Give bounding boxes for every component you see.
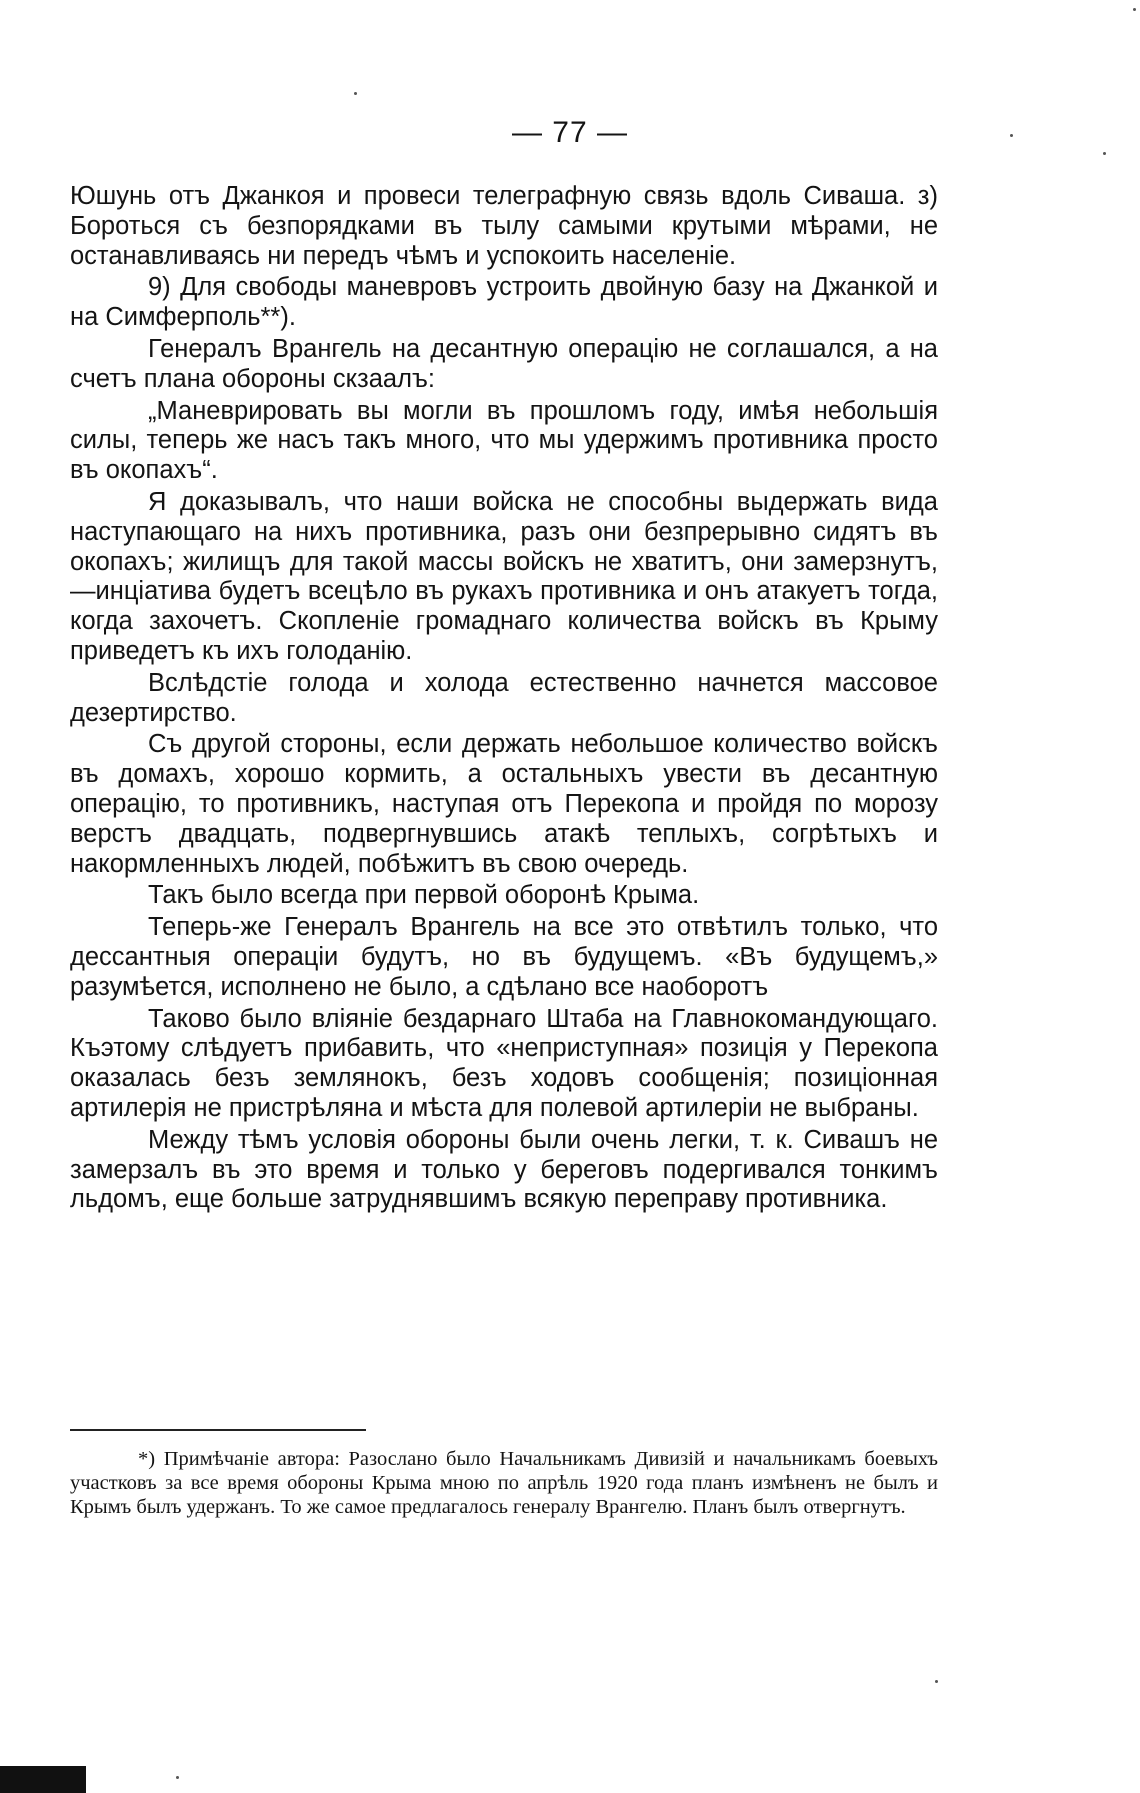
scan-artifact bbox=[176, 1776, 179, 1779]
scan-artifact bbox=[1010, 134, 1013, 137]
scan-artifact bbox=[935, 1680, 938, 1683]
paragraph: Таково было вліяніе бездарнаго Штаба на Главнокомандующаго. Къэтому слѣдуетъ прибавить, что «неприступная» позиція у Перекопа оказалась безъ землянокъ, безъ ходовъ сообщенія; позиціонная артилерія не пристрѣляна и мѣста для полевой артилеріи не выбраны. bbox=[70, 1004, 938, 1122]
paragraph: „Маневрировать вы могли въ прошломъ году, имѣя небольшія силы, теперь же насъ такъ много, что мы удержимъ противника просто въ окопахъ“. bbox=[70, 396, 938, 485]
footnote: *) Примѣчаніе автора: Разослано было Начальникамъ Дивизій и начальникамъ боевыхъ участковъ за все время обороны Крыма мною по апрѣль 1920 года планъ измѣненъ не былъ и Крымъ былъ удержанъ. То же самое предлагалось генералу Врангелю. Планъ былъ отвергнутъ. bbox=[70, 1448, 938, 1518]
footnote-divider bbox=[70, 1429, 366, 1431]
page-number: — 77 — bbox=[511, 116, 629, 149]
scan-artifact bbox=[1103, 152, 1106, 155]
paragraph: Такъ было всегда при первой оборонѣ Крыма. bbox=[148, 881, 700, 910]
paragraph: Юшунь отъ Джанкоя и провеси телеграфную связь вдоль Сиваша. з) Бороться съ безпорядками въ тылу самыми крутыми мѣрами, не останавливаясь ни передъ чѣмъ и успокоить населеніе. bbox=[70, 182, 938, 270]
body-text bbox=[70, 182, 938, 1215]
scan-artifact bbox=[354, 92, 357, 95]
scan-artifact bbox=[0, 1766, 86, 1793]
paragraph: Генералъ Врангель на десантную операцію не соглашался, а на счетъ плана обороны скзаалъ: bbox=[70, 334, 938, 393]
paragraph: Между тѣмъ условія обороны были очень легки, т. к. Сивашъ не замерзалъ въ это время и только у береговъ подергивался тонкимъ льдомъ, еще больше затруднявшимъ всякую переправу противника. bbox=[70, 1125, 938, 1214]
paragraph: Съ другой стороны, если держать небольшое количество войскъ въ домахъ, хорошо кормить, а остальныхъ увести въ десантную операцію, то противникъ, наступая отъ Перекопа и пройдя по морозу верстъ двадцать, подвергнувшись атакѣ теплыхъ, согрѣтыхъ и накормленныхъ людей, побѣжитъ въ свою очередь. bbox=[70, 730, 938, 878]
paragraph: Теперь-же Генералъ Врангель на все это отвѣтилъ только, что дессантныя операціи будутъ, но въ будущемъ. «Въ будущемъ,» разумѣется, исполнено не было, а сдѣлано все наоборотъ bbox=[70, 913, 938, 1001]
paragraph: 9) Для свободы маневровъ устроить двойную базу на Джанкой и на Симферполь**). bbox=[70, 273, 938, 332]
paragraph: Я доказывалъ, что наши войска не способны выдержать вида наступающаго на нихъ противника, разъ они безпрерывно сидятъ въ окопахъ; жилищъ для такой массы войскъ не хватитъ, они замерзнутъ,—инціатива будетъ всецѣло въ рукахъ противника и онъ атакуетъ тогда, когда захочетъ. Скопленіе громаднаго количества войскъ въ Крыму приведетъ къ ихъ голоданію. bbox=[70, 487, 938, 665]
scan-artifact bbox=[1133, 8, 1136, 11]
paragraph: Вслѣдстіе голода и холода естественно начнется массовое дезертирство. bbox=[70, 668, 938, 727]
